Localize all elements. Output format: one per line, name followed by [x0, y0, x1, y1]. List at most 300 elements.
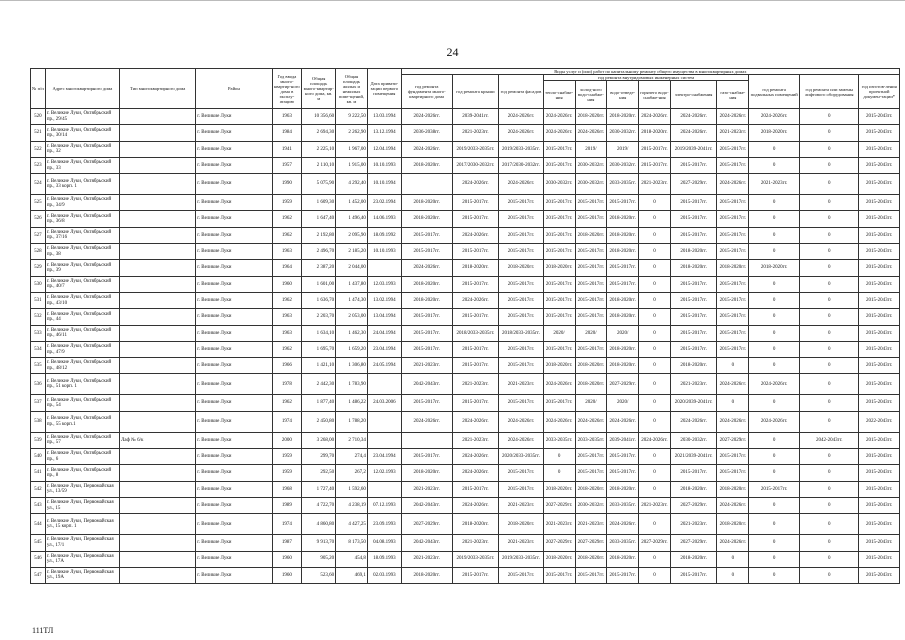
cell-type — [119, 276, 195, 292]
cell-b: 0 — [749, 567, 800, 583]
cell-n: 520 — [31, 109, 46, 125]
cell-d: 2015-2043гг. — [859, 325, 900, 341]
cell-fa: 2015-2017гг. — [499, 358, 544, 374]
cell-s: 2015-2017гг. — [607, 276, 639, 292]
cell-r: 2039-2041гг. — [452, 109, 499, 125]
cell-f: 2021-2023гг. — [401, 551, 452, 567]
cell-hw: 2024-2026гг. — [639, 432, 671, 448]
cell-dist: г. Великие Луки — [196, 341, 272, 357]
cell-hw: 0 — [639, 211, 671, 227]
cell-fa: 2015-2017гг. — [499, 395, 544, 411]
cell-li: 0 — [800, 227, 859, 243]
cell-ta: 3 268,00 — [302, 432, 336, 448]
cell-dist: г. Великие Луки — [196, 374, 272, 395]
cell-addr: г. Великие Луки, Октябрьский пр., 29/45 — [45, 109, 119, 125]
cell-li: 0 — [800, 325, 859, 341]
cell-f: 2036-2038гг. — [401, 125, 452, 141]
cell-hw: 0 — [639, 244, 671, 260]
cell-r: 2024-2026гг. — [452, 497, 499, 513]
cell-g: 2024-2026гг. — [717, 497, 749, 513]
cell-hw: 0 — [639, 358, 671, 374]
cell-addr: г. Великие Луки, Первомайская ул., 19А — [45, 567, 119, 583]
cell-r: 2021-2023гг. — [452, 125, 499, 141]
cell-la: 1 967,00 — [336, 141, 368, 157]
cell-addr: г. Великие Луки, Октябрьский пр., 33 — [45, 157, 119, 173]
cell-e: 2015-2017гг. — [670, 309, 717, 325]
cell-fa: 2015-2017гг. — [499, 227, 544, 243]
cell-r: 2015-2017гг. — [452, 244, 499, 260]
cell-addr: г. Великие Луки, Октябрьский пр., 33 корп. 1 — [45, 174, 119, 195]
cell-f: 2018-2020гг. — [401, 157, 452, 173]
cell-n: 546 — [31, 551, 46, 567]
cell-year: 1959 — [272, 449, 302, 465]
cell-f: 2024-2026гг. — [401, 141, 452, 157]
cell-type — [119, 358, 195, 374]
cell-pd: 23.04.1994 — [367, 341, 401, 357]
cell-b: 0 — [749, 227, 800, 243]
cell-n: 534 — [31, 341, 46, 357]
cell-c: 2024-2026гг. — [575, 411, 607, 432]
cell-b: 0 — [749, 325, 800, 341]
cell-r: 2021-2023гг. — [452, 374, 499, 395]
cell-b: 2015-2017гг. — [749, 481, 800, 497]
cell-pd — [367, 481, 401, 497]
cell-h: 2015-2017гг. — [543, 195, 575, 211]
cell-e: 2015-2017гг. — [670, 276, 717, 292]
cell-e: 2015-2017гг. — [670, 465, 717, 481]
cell-hw: 2015-2017гг. — [639, 157, 671, 173]
cell-fa: 2024-2026гг. — [499, 109, 544, 125]
cell-c: 2015-2017гг. — [575, 309, 607, 325]
cell-h: 2024-2026гг. — [543, 125, 575, 141]
col-district: Район — [196, 69, 272, 109]
cell-e: 2027-2029гг. — [670, 535, 717, 551]
cell-f: 2015-2017гг. — [401, 244, 452, 260]
cell-n: 533 — [31, 325, 46, 341]
table-row — [31, 211, 900, 227]
cell-c: 2015-2017гг. — [575, 211, 607, 227]
cell-pd — [367, 432, 401, 448]
cell-type — [119, 125, 195, 141]
cell-year: 1962 — [272, 227, 302, 243]
col-gas: газо-снабже-ния — [717, 81, 749, 109]
cell-f: 2042-2043гг. — [401, 374, 452, 395]
cell-n: 525 — [31, 195, 46, 211]
cell-dist: г. Великие Луки — [196, 244, 272, 260]
cell-hw: 0 — [639, 341, 671, 357]
cell-type — [119, 157, 195, 173]
cell-c: 2015-2017гг. — [575, 567, 607, 583]
cell-dist: г. Великие Луки — [196, 535, 272, 551]
cell-c: 2030-2032гг. — [575, 497, 607, 513]
cell-r: 2015-2017гг. — [452, 358, 499, 374]
cell-f — [401, 174, 452, 195]
col-heat: тепло-снабже-ния — [543, 81, 575, 109]
cell-d: 2015-2043гг. — [859, 227, 900, 243]
cell-f: 2015-2017гг. — [401, 341, 452, 357]
cell-s: 2030-2032гг. — [607, 125, 639, 141]
cell-n: 538 — [31, 411, 46, 432]
cell-fa: 2021-2023гг. — [499, 497, 544, 513]
cell-addr: г. Великие Луки, Октябрьский пр., 36/8 — [45, 211, 119, 227]
cell-c: 2015-2017гг. — [575, 195, 607, 211]
cell-dist: г. Великие Луки — [196, 481, 272, 497]
cell-year: 1963 — [272, 325, 302, 341]
cell-la: 2 710,34 — [336, 432, 368, 448]
cell-pd: 10.10.1994 — [367, 174, 401, 195]
cell-li: 0 — [800, 292, 859, 308]
cell-c: 2015-2017гг. — [575, 465, 607, 481]
cell-hw: 2021-2023гг. — [639, 174, 671, 195]
cell-la: 454,8 — [336, 551, 368, 567]
cell-g: 2018-2020гг. — [717, 260, 749, 276]
cell-h: 0 — [543, 465, 575, 481]
cell-year: 1957 — [272, 157, 302, 173]
cell-type — [119, 514, 195, 535]
cell-addr: г. Великие Луки, Октябрьский пр., 54 — [45, 395, 119, 411]
scan-top-edge — [0, 0, 905, 1]
cell-s: 2024-2026гг. — [607, 514, 639, 535]
cell-g: 2015-2017гг. — [717, 244, 749, 260]
cell-n: 545 — [31, 535, 46, 551]
cell-type — [119, 325, 195, 341]
cell-b: 0 — [749, 309, 800, 325]
col-address: Адрес многоквартирного дома — [45, 69, 119, 109]
cell-pd: 13.04.1994 — [367, 309, 401, 325]
cell-dist: г. Великие Луки — [196, 157, 272, 173]
cell-addr: г. Великие Луки, Октябрьский пр., 37/16 — [45, 227, 119, 243]
cell-b: 0 — [749, 432, 800, 448]
housing-repair-table — [30, 68, 900, 584]
cell-e: 2015-2017гг. — [670, 325, 717, 341]
col-systems-group: год ремонта внутридомовых инженерных систем — [543, 75, 749, 81]
cell-pd: 24.04.1994 — [367, 325, 401, 341]
cell-la: 8 173,50 — [336, 535, 368, 551]
cell-ta: 292,50 — [302, 465, 336, 481]
cell-b: 0 — [749, 449, 800, 465]
cell-c: 2015-2017гг. — [575, 244, 607, 260]
cell-e: 2018-2020гг. — [670, 244, 717, 260]
cell-li: 0 — [800, 465, 859, 481]
cell-r: 2021-2023гг. — [452, 535, 499, 551]
cell-type — [119, 497, 195, 513]
cell-e: 2018-2020гг. — [670, 551, 717, 567]
cell-h: 2015-2017гг. — [543, 341, 575, 357]
cell-d: 2015-2043гг. — [859, 465, 900, 481]
cell-fa: 2015-2017гг. — [499, 244, 544, 260]
cell-ta: 2 442,30 — [302, 374, 336, 395]
cell-d: 2015-2043гг. — [859, 309, 900, 325]
cell-addr: г. Великие Луки, Октябрьский пр., 32 — [45, 141, 119, 157]
cell-b: 2024-2026гг. — [749, 411, 800, 432]
cell-c: 2024-2026гг. — [575, 125, 607, 141]
cell-year: 1964 — [272, 260, 302, 276]
cell-e: 2021/2039-2041гг. — [670, 449, 717, 465]
cell-year: 1990 — [272, 174, 302, 195]
table-row — [31, 567, 900, 583]
col-works-group: Виды услуг и (или) работ по капитальному ремонту общего имущества в многоквартирных домах — [401, 69, 899, 75]
cell-ta: 905,20 — [302, 551, 336, 567]
col-sewer: водо-отведе-ния — [607, 81, 639, 109]
cell-pd: 07.12.1993 — [367, 497, 401, 513]
cell-dist: г. Великие Луки — [196, 309, 272, 325]
cell-pd — [367, 374, 401, 395]
cell-r: 2021-2023гг. — [452, 432, 499, 448]
cell-hw: 0 — [639, 465, 671, 481]
cell-la: 4 292,40 — [336, 174, 368, 195]
cell-fa: 2015-2017гг. — [499, 309, 544, 325]
cell-pd: 18.09.1992 — [367, 227, 401, 243]
cell-r: 2018-2020гг. — [452, 514, 499, 535]
table-row — [31, 141, 900, 157]
cell-r: 2015-2017гг. — [452, 276, 499, 292]
cell-h: 2015-2017гг. — [543, 244, 575, 260]
cell-li: 0 — [800, 358, 859, 374]
cell-g: 0 — [717, 551, 749, 567]
cell-year: 1962 — [272, 395, 302, 411]
cell-r: 2015-2017гг. — [452, 211, 499, 227]
cell-s: 2015-2017гг. — [607, 260, 639, 276]
cell-addr: г. Великие Луки, Первомайская ул., 15 — [45, 497, 119, 513]
cell-f: 2042-2043гг. — [401, 535, 452, 551]
cell-b: 2021-2023гг. — [749, 174, 800, 195]
cell-s: 2015-2017гг. — [607, 567, 639, 583]
cell-s: 2020/ — [607, 325, 639, 341]
page-number: 24 — [446, 45, 459, 59]
cell-h: 2033-2035гг. — [543, 432, 575, 448]
cell-g: 2015-2017гг. — [717, 141, 749, 157]
cell-pd: 13.03.1994 — [367, 109, 401, 125]
cell-type — [119, 211, 195, 227]
cell-s: 2015-2017гг. — [607, 449, 639, 465]
cell-b: 0 — [749, 292, 800, 308]
cell-year: 1974 — [272, 514, 302, 535]
cell-addr: г. Великие Луки, Октябрьский пр., 6 — [45, 449, 119, 465]
cell-e: 2015-2017гг. — [670, 195, 717, 211]
cell-n: 539 — [31, 432, 46, 448]
cell-year: 1960 — [272, 276, 302, 292]
cell-e: 2015-2017гг. — [670, 292, 717, 308]
cell-n: 523 — [31, 157, 46, 173]
cell-c: 2020/ — [575, 325, 607, 341]
table-row — [31, 195, 900, 211]
cell-g: 2015-2017гг. — [717, 276, 749, 292]
cell-f: 2018-2020гг. — [401, 195, 452, 211]
col-priv-date: Дата привати-зации первого помещения — [367, 69, 401, 109]
cell-ta: 299,70 — [302, 449, 336, 465]
table-row — [31, 174, 900, 195]
cell-f: 2018-2020гг. — [401, 567, 452, 583]
col-living-area: Общая площадь жилых и нежилых поме-щений, кв. м — [336, 69, 368, 109]
cell-e: 2018-2020гг. — [670, 260, 717, 276]
cell-d: 2015-2043гг. — [859, 109, 900, 125]
table-row — [31, 157, 900, 173]
cell-c: 2021-2023гг. — [575, 514, 607, 535]
cell-dist: г. Великие Луки — [196, 125, 272, 141]
cell-dist: г. Великие Луки — [196, 195, 272, 211]
cell-year: 1959 — [272, 465, 302, 481]
cell-s: 2018-2020гг. — [607, 358, 639, 374]
cell-h: 2018-2020гг. — [543, 551, 575, 567]
cell-la: 1 452,00 — [336, 195, 368, 211]
cell-d: 2015-2043гг. — [859, 244, 900, 260]
cell-year: 1962 — [272, 341, 302, 357]
cell-dist: г. Великие Луки — [196, 449, 272, 465]
cell-d: 2015-2043гг. — [859, 358, 900, 374]
cell-year: 1962 — [272, 211, 302, 227]
cell-b: 0 — [749, 276, 800, 292]
cell-r: 2019/2033-2035гг. — [452, 141, 499, 157]
cell-type — [119, 244, 195, 260]
cell-n: 547 — [31, 567, 46, 583]
cell-ta: 2 192,80 — [302, 227, 336, 243]
cell-c: 2019/ — [575, 141, 607, 157]
cell-r: 2015-2017гг. — [452, 195, 499, 211]
cell-c: 2018-2020гг. — [575, 358, 607, 374]
cell-hw: 0 — [639, 411, 671, 432]
cell-ta: 10 356,60 — [302, 109, 336, 125]
cell-g: 2024-2026гг. — [717, 535, 749, 551]
cell-d: 2015-2043гг. — [859, 514, 900, 535]
table-row — [31, 432, 900, 448]
cell-type — [119, 292, 195, 308]
cell-r: 2018-2020гг. — [452, 260, 499, 276]
cell-h: 2015-2017гг. — [543, 227, 575, 243]
cell-d: 2015-2043гг. — [859, 341, 900, 357]
cell-f: 2024-2026гг. — [401, 411, 452, 432]
cell-li: 0 — [800, 309, 859, 325]
cell-ta: 1 695,70 — [302, 341, 336, 357]
cell-pd: 18.09.1993 — [367, 551, 401, 567]
cell-d: 2015-2043гг. — [859, 260, 900, 276]
cell-f: 2015-2017гг. — [401, 325, 452, 341]
cell-type — [119, 567, 195, 583]
cell-hw: 0 — [639, 374, 671, 395]
cell-year: 1962 — [272, 292, 302, 308]
cell-g: 2018-2020гг. — [717, 481, 749, 497]
cell-li: 0 — [800, 395, 859, 411]
table-row — [31, 395, 900, 411]
cell-hw: 0 — [639, 481, 671, 497]
cell-type — [119, 395, 195, 411]
cell-hw: 2021-2023гг. — [639, 497, 671, 513]
cell-c: 2015-2017гг. — [575, 292, 607, 308]
cell-fa: 2021-2023гг. — [499, 535, 544, 551]
cell-fa: 2015-2017гг. — [499, 567, 544, 583]
cell-pd — [367, 260, 401, 276]
cell-la: 1 306,80 — [336, 358, 368, 374]
cell-dist: г. Великие Луки — [196, 109, 272, 125]
cell-d: 2015-2043гг. — [859, 551, 900, 567]
cell-dist: г. Великие Луки — [196, 227, 272, 243]
cell-d: 2015-2043гг. — [859, 497, 900, 513]
cell-li: 0 — [800, 157, 859, 173]
cell-ta: 1 877,40 — [302, 395, 336, 411]
table-row — [31, 341, 900, 357]
cell-la: 2 095,90 — [336, 227, 368, 243]
cell-e: 2021-2023гг. — [670, 514, 717, 535]
cell-li: 0 — [800, 497, 859, 513]
cell-s: 2018-2020гг. — [607, 109, 639, 125]
cell-d: 2015-2043гг. — [859, 125, 900, 141]
cell-n: 527 — [31, 227, 46, 243]
cell-n: 537 — [31, 395, 46, 411]
cell-c: 2030-2032гг. — [575, 157, 607, 173]
cell-type — [119, 174, 195, 195]
cell-ta: 2 203,70 — [302, 309, 336, 325]
cell-dist: г. Великие Луки — [196, 211, 272, 227]
cell-hw: 0 — [639, 260, 671, 276]
cell-li: 0 — [800, 374, 859, 395]
cell-dist: г. Великие Луки — [196, 260, 272, 276]
cell-c: 2018-2020гг. — [575, 551, 607, 567]
cell-year: 1960 — [272, 567, 302, 583]
cell-li: 0 — [800, 567, 859, 583]
cell-e: 2021-2023гг. — [670, 374, 717, 395]
cell-addr: г. Великие Луки, Октябрьский пр., 47/9 — [45, 341, 119, 357]
cell-d: 2015-2043гг. — [859, 174, 900, 195]
cell-d: 2015-2043гг. — [859, 535, 900, 551]
cell-li: 0 — [800, 260, 859, 276]
cell-li: 2042-2043гг. — [800, 432, 859, 448]
cell-b: 0 — [749, 195, 800, 211]
cell-addr: г. Великие Луки, Октябрьский пр., 57 — [45, 432, 119, 448]
table-row — [31, 497, 900, 513]
table-row — [31, 309, 900, 325]
cell-h: 2018-2020гг. — [543, 358, 575, 374]
cell-ta: 1 727,40 — [302, 481, 336, 497]
cell-d: 2015-2043гг. — [859, 374, 900, 395]
cell-g: 2024-2026гг. — [717, 374, 749, 395]
cell-n: 526 — [31, 211, 46, 227]
cell-li: 0 — [800, 449, 859, 465]
cell-e: 2024-2026гг. — [670, 109, 717, 125]
cell-la: 1 783,90 — [336, 374, 368, 395]
cell-la: 1 915,00 — [336, 157, 368, 173]
cell-h: 2027-2029гг. — [543, 497, 575, 513]
table-row — [31, 227, 900, 243]
cell-d: 2015-2043гг. — [859, 567, 900, 583]
cell-pd: 04.08.1993 — [367, 535, 401, 551]
cell-d: 2015-2043гг. — [859, 432, 900, 448]
cell-ta: 1 636,70 — [302, 292, 336, 308]
cell-r: 2024-2026гг. — [452, 465, 499, 481]
cell-g: 2015-2017гг. — [717, 211, 749, 227]
cell-b: 0 — [749, 497, 800, 513]
cell-type — [119, 341, 195, 357]
cell-type — [119, 481, 195, 497]
col-lift: год ремонта или замены лифтового оборудования — [800, 75, 859, 109]
cell-g: 2015-2017гг. — [717, 292, 749, 308]
cell-h: 2024-2026гг. — [543, 374, 575, 395]
cell-s: 2018-2020гг. — [607, 551, 639, 567]
cell-n: 531 — [31, 292, 46, 308]
cell-fa: 2018/2033-2035гг. — [499, 325, 544, 341]
cell-hw: 0 — [639, 195, 671, 211]
cell-f: 2015-2017гг. — [401, 395, 452, 411]
cell-d: 2015-2043гг. — [859, 276, 900, 292]
cell-f: 2021-2023гг. — [401, 481, 452, 497]
cell-h: 2015-2017гг. — [543, 211, 575, 227]
cell-c: 2033-2035гг. — [575, 432, 607, 448]
cell-ta: 1 609,30 — [302, 195, 336, 211]
cell-li: 0 — [800, 411, 859, 432]
cell-pd: 23.09.1993 — [367, 514, 401, 535]
cell-b: 2018-2020гг. — [749, 125, 800, 141]
cell-b: 2024-2026гг. — [749, 374, 800, 395]
cell-year: 1960 — [272, 551, 302, 567]
cell-addr: г. Великие Луки, Октябрьский пр., 44 — [45, 309, 119, 325]
